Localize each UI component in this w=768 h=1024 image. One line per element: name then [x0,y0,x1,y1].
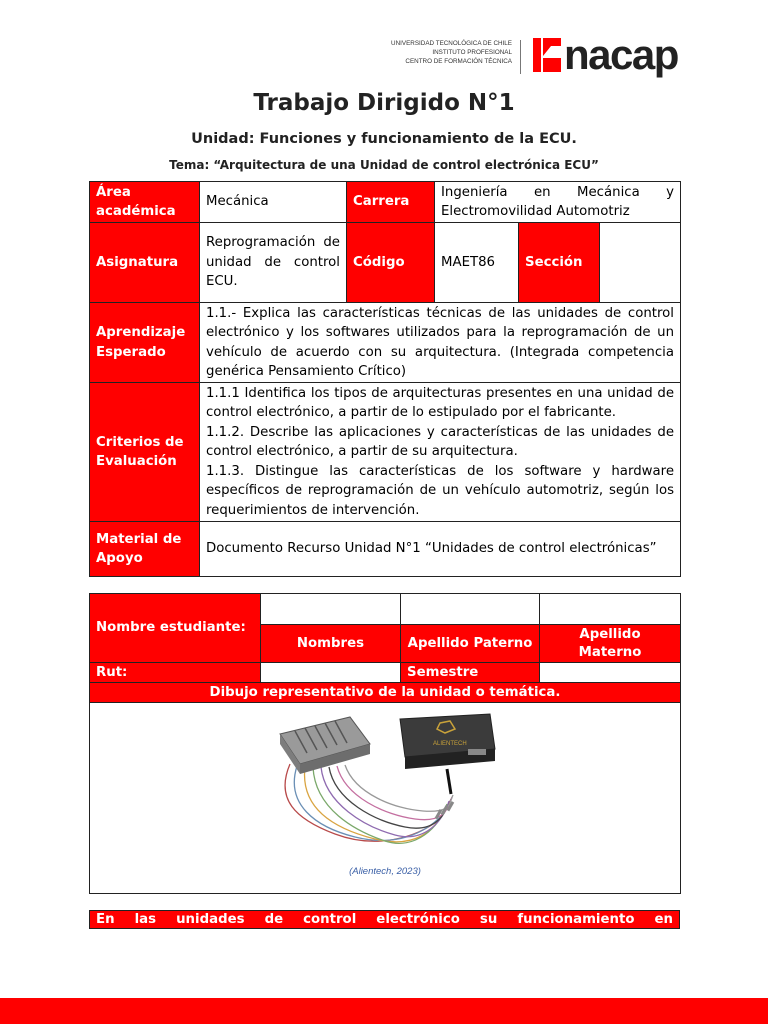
material-value: Documento Recurso Unidad N°1 “Unidades de control electrónicas” [200,522,681,577]
apellido-paterno-label: Apellido Paterno [401,625,540,663]
image-caption: (Alientech, 2023) [349,866,421,877]
semestre-label: Semestre [401,663,540,683]
apellido-paterno-input-cell[interactable] [401,594,540,625]
rut-input-cell[interactable] [261,663,401,683]
institution-line-3: CENTRO DE FORMACIÓN TÉCNICA [405,58,512,65]
seccion-label: Sección [519,223,600,303]
student-info-table [89,593,681,894]
logo-wordmark: nacap [564,31,678,78]
intro-text-bar: En las unidades de control electrónico su funcionamiento en [89,910,680,929]
semestre-input-cell[interactable] [540,663,681,683]
ecu-device-illustration [265,709,505,859]
criterio-item: 1.1.1 Identifica los tipos de arquitecturas presentes en una unidad de control electrónico, a partir de lo estipulado por el fabricante. [206,385,675,421]
apellido-materno-label: Apellido Materno [540,625,681,663]
inacap-logo-mark-icon [533,38,561,72]
codigo-value: MAET86 [435,223,519,303]
nombres-label: Nombres [261,625,401,663]
carrera-value: Ingeniería en Mecánica y Electromovilidad Automotriz [435,182,681,223]
rut-label: Rut: [90,663,261,683]
carrera-label: Carrera [347,182,435,223]
page-title: Trabajo Dirigido N°1 [253,90,515,116]
criterios-value [200,383,681,522]
aprendizaje-label: Aprendizaje Esperado [90,303,200,383]
student-name-label: Nombre estudiante: [90,594,261,663]
nombres-input-cell[interactable] [261,594,401,625]
footer-bar [0,998,768,1024]
area-label: Área académica [90,182,200,223]
criterios-label: Criterios de Evaluación [90,383,200,522]
ecu-image-cell [90,703,681,894]
aprendizaje-value: 1.1.- Explica las características técnicas de las unidades de control electrónico y los softwares utilizados para la reprogramación de un vehículo de acuerdo con su arquitectura. (Integrada competencia genérica Pensamiento Crítico) [200,303,681,383]
theme-subtitle: Tema: “Arquitectura de una Unidad de control electrónica ECU” [169,158,599,172]
criterio-item: 1.1.3. Distingue las características de los software y hardware específicos de reprogramación de un vehículo automotriz, según los requerimientos de intervención. [206,463,675,518]
device-label: ALIENTECH [433,741,467,747]
asignatura-value: Reprogramación de unidad de control ECU. [200,223,347,303]
criterio-item: 1.1.2. Describe las aplicaciones y características de las unidades de control electrónico, a partir de su arquitectura. [206,424,675,460]
institution-lines [360,39,512,66]
institution-line-1: UNIVERSIDAD TECNOLÓGICA DE CHILE [391,40,512,47]
area-value: Mecánica [200,182,347,223]
unit-subtitle: Unidad: Funciones y funcionamiento de la ECU. [191,131,577,147]
course-info-table [89,181,681,577]
institution-line-2: INSTITUTO PROFESIONAL [432,49,512,56]
codigo-label: Código [347,223,435,303]
apellido-materno-input-cell[interactable] [540,594,681,625]
asignatura-label: Asignatura [90,223,200,303]
material-label: Material de Apoyo [90,522,200,577]
logo-divider [520,40,521,74]
drawing-section-label: Dibujo representativo de la unidad o temática. [90,683,681,703]
seccion-value [600,223,681,303]
